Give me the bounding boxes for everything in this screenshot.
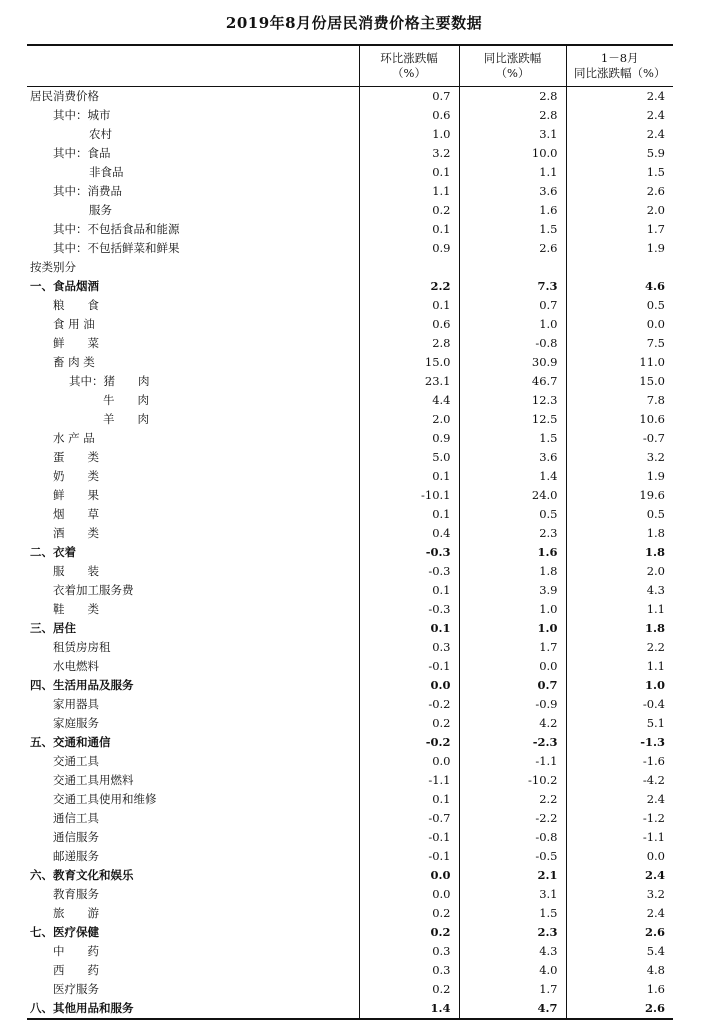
yoy-value: 4.0: [459, 961, 566, 980]
yoy-value: 1.1: [459, 163, 566, 182]
table-row: [27, 296, 673, 315]
row-label: 水电燃料: [53, 658, 99, 673]
yoy-value: -0.8: [459, 828, 566, 847]
ytd-value: 2.6: [566, 999, 673, 1019]
ytd-value: 3.2: [566, 448, 673, 467]
yoy-value: 1.7: [459, 980, 566, 999]
yoy-value: 2.3: [459, 923, 566, 942]
ytd-value: 2.4: [566, 866, 673, 885]
mom-value: 5.0: [359, 448, 459, 467]
yoy-value: 3.1: [459, 885, 566, 904]
ytd-value: 1.6: [566, 980, 673, 999]
table-row: [27, 942, 673, 961]
ytd-value: 2.0: [566, 562, 673, 581]
yoy-value: 4.3: [459, 942, 566, 961]
row-label: 蛋 类: [53, 449, 99, 464]
row-label: 旅 游: [53, 905, 99, 920]
ytd-value: 1.5: [566, 163, 673, 182]
mom-value: 0.0: [359, 885, 459, 904]
table-body: [27, 86, 673, 1019]
row-label: 牛 肉: [103, 392, 149, 407]
table-row: [27, 904, 673, 923]
table-row: [27, 866, 673, 885]
row-label: 服务: [89, 202, 112, 217]
row-label: 粮 食: [53, 297, 99, 312]
yoy-value: 10.0: [459, 144, 566, 163]
mom-value: 0.3: [359, 942, 459, 961]
yoy-value: 12.3: [459, 391, 566, 410]
table-row: [27, 86, 673, 106]
row-label: 三、居住: [30, 620, 76, 635]
table-row: [27, 885, 673, 904]
row-label: 烟 草: [53, 506, 99, 521]
mom-value: 1.1: [359, 182, 459, 201]
row-label: 按类别分: [30, 259, 76, 274]
yoy-value: 0.7: [459, 296, 566, 315]
yoy-value: 1.7: [459, 638, 566, 657]
ytd-value: 4.3: [566, 581, 673, 600]
ytd-value: 0.0: [566, 315, 673, 334]
ytd-value: 2.2: [566, 638, 673, 657]
table-row: [27, 163, 673, 182]
header-ytd-line1: 1－8月: [600, 50, 639, 65]
table-row: [27, 106, 673, 125]
mom-value: 0.2: [359, 923, 459, 942]
mom-value: 2.2: [359, 277, 459, 296]
mom-value: 1.4: [359, 999, 459, 1019]
table-row: [27, 486, 673, 505]
mom-value: 0.2: [359, 714, 459, 733]
ytd-value: 2.6: [566, 923, 673, 942]
mom-value: 0.1: [359, 619, 459, 638]
mom-value: 0.9: [359, 429, 459, 448]
mom-value: -0.1: [359, 657, 459, 676]
mom-value: 0.1: [359, 505, 459, 524]
table-row: [27, 448, 673, 467]
yoy-value: 1.5: [459, 220, 566, 239]
row-label: 西 药: [53, 962, 99, 977]
row-label: 其中：食品: [53, 145, 111, 160]
table-row: [27, 638, 673, 657]
mom-value: -10.1: [359, 486, 459, 505]
mom-value: 0.6: [359, 106, 459, 125]
ytd-value: 2.4: [566, 106, 673, 125]
mom-value: 0.9: [359, 239, 459, 258]
row-label: 教育服务: [53, 886, 99, 901]
row-label: 酒 类: [53, 525, 99, 540]
mom-value: 2.0: [359, 410, 459, 429]
mom-value: 0.2: [359, 201, 459, 220]
yoy-value: 1.4: [459, 467, 566, 486]
yoy-value: [459, 258, 566, 277]
yoy-value: -2.2: [459, 809, 566, 828]
yoy-value: 1.5: [459, 429, 566, 448]
yoy-value: 7.3: [459, 277, 566, 296]
row-label: 其中：消费品: [53, 183, 122, 198]
ytd-value: 1.8: [566, 619, 673, 638]
mom-value: -0.2: [359, 733, 459, 752]
yoy-value: -0.9: [459, 695, 566, 714]
yoy-value: 3.6: [459, 448, 566, 467]
table-row: [27, 277, 673, 296]
row-label: 中 药: [53, 943, 99, 958]
ytd-value: 4.6: [566, 277, 673, 296]
table-row: [27, 505, 673, 524]
mom-value: 0.6: [359, 315, 459, 334]
yoy-value: 1.0: [459, 315, 566, 334]
yoy-value: -0.5: [459, 847, 566, 866]
mom-value: 0.1: [359, 163, 459, 182]
yoy-value: 3.1: [459, 125, 566, 144]
mom-value: 0.4: [359, 524, 459, 543]
yoy-value: 12.5: [459, 410, 566, 429]
ytd-value: 2.4: [566, 790, 673, 809]
row-label: 八、其他用品和服务: [27, 999, 359, 1019]
ytd-value: 15.0: [566, 372, 673, 391]
row-label: 其中：城市: [53, 107, 111, 122]
yoy-value: 2.6: [459, 239, 566, 258]
mom-value: 0.0: [359, 676, 459, 695]
yoy-value: -0.8: [459, 334, 566, 353]
mom-value: -0.1: [359, 847, 459, 866]
mom-value: [359, 258, 459, 277]
yoy-value: 2.1: [459, 866, 566, 885]
ytd-value: 5.4: [566, 942, 673, 961]
table-row: [27, 809, 673, 828]
ytd-value: -1.1: [566, 828, 673, 847]
table-row: [27, 391, 673, 410]
row-label: 其中：猪 肉: [69, 373, 150, 388]
ytd-value: 11.0: [566, 353, 673, 372]
row-label: 家庭服务: [53, 715, 99, 730]
ytd-value: 19.6: [566, 486, 673, 505]
header-mom: [359, 45, 459, 86]
ytd-value: 2.6: [566, 182, 673, 201]
yoy-value: 4.7: [459, 999, 566, 1019]
mom-value: 3.2: [359, 144, 459, 163]
header-yoy-line2: （%）: [495, 65, 530, 80]
yoy-value: 0.0: [459, 657, 566, 676]
row-label: 家用器具: [53, 696, 99, 711]
yoy-value: -10.2: [459, 771, 566, 790]
ytd-value: 3.2: [566, 885, 673, 904]
mom-value: 1.0: [359, 125, 459, 144]
yoy-value: 1.6: [459, 201, 566, 220]
ytd-value: 10.6: [566, 410, 673, 429]
ytd-value: -1.6: [566, 752, 673, 771]
table-row: [27, 714, 673, 733]
mom-value: -0.2: [359, 695, 459, 714]
table-row: [27, 790, 673, 809]
mom-value: 0.7: [359, 86, 459, 106]
table-row: [27, 695, 673, 714]
mom-value: 0.1: [359, 220, 459, 239]
ytd-value: 0.0: [566, 847, 673, 866]
row-label: 鲜 菜: [53, 335, 99, 350]
mom-value: 4.4: [359, 391, 459, 410]
table-row: [27, 600, 673, 619]
table-row: [27, 144, 673, 163]
table-row: [27, 676, 673, 695]
ytd-value: -1.3: [566, 733, 673, 752]
mom-value: -0.3: [359, 562, 459, 581]
ytd-value: 5.9: [566, 144, 673, 163]
row-label: 租赁房房租: [53, 639, 111, 654]
row-label: 交通工具用燃料: [53, 772, 134, 787]
row-label: 交通工具: [53, 753, 99, 768]
row-label: 一、食品烟酒: [30, 278, 99, 293]
mom-value: 2.8: [359, 334, 459, 353]
row-label: 五、交通和通信: [30, 734, 111, 749]
table-row: [27, 543, 673, 562]
yoy-value: -2.3: [459, 733, 566, 752]
yoy-value: 4.2: [459, 714, 566, 733]
row-label: 食 用 油: [53, 316, 95, 331]
ytd-value: 1.8: [566, 524, 673, 543]
table-row: [27, 334, 673, 353]
row-label: 邮递服务: [53, 848, 99, 863]
yoy-value: 0.7: [459, 676, 566, 695]
row-label: 衣着加工服务费: [53, 582, 134, 597]
header-ytd: [566, 45, 673, 86]
header-mom-line1: 环比涨跌幅: [380, 50, 438, 65]
yoy-value: 2.8: [459, 106, 566, 125]
yoy-value: 2.8: [459, 86, 566, 106]
ytd-value: 5.1: [566, 714, 673, 733]
mom-value: -0.7: [359, 809, 459, 828]
table-row: [27, 258, 673, 277]
ytd-value: 2.4: [566, 86, 673, 106]
table-row: [27, 980, 673, 999]
row-label: 居民消费价格: [30, 88, 99, 103]
yoy-value: -1.1: [459, 752, 566, 771]
table-row: [27, 353, 673, 372]
row-label: 六、教育文化和娱乐: [30, 867, 134, 882]
table-row: [27, 961, 673, 980]
table-row: [27, 733, 673, 752]
table-row: [27, 410, 673, 429]
mom-value: 0.1: [359, 790, 459, 809]
mom-value: -0.3: [359, 543, 459, 562]
table-row: [27, 220, 673, 239]
row-label: 水 产 品: [53, 430, 95, 445]
header-mom-line2: （%）: [392, 65, 426, 80]
row-label: 鞋 类: [53, 601, 99, 616]
mom-value: 0.2: [359, 980, 459, 999]
table-row: [27, 372, 673, 391]
table-row: [27, 315, 673, 334]
ytd-value: [566, 258, 673, 277]
table-row: [27, 182, 673, 201]
ytd-value: 1.9: [566, 239, 673, 258]
page-title: 2019年8月份居民消费价格主要数据: [225, 14, 483, 32]
ytd-value: 4.8: [566, 961, 673, 980]
mom-value: -0.1: [359, 828, 459, 847]
mom-value: 0.0: [359, 752, 459, 771]
row-label: 其中：不包括食品和能源: [53, 221, 180, 236]
row-label: 服 装: [53, 563, 99, 578]
table-row: [27, 524, 673, 543]
header-yoy-line1: 同比涨跌幅: [483, 50, 542, 65]
row-label: 二、衣着: [30, 544, 76, 559]
row-label: 其中：不包括鲜菜和鲜果: [53, 240, 180, 255]
table-row: [27, 923, 673, 942]
row-label: 畜 肉 类: [53, 354, 95, 369]
mom-value: 0.3: [359, 961, 459, 980]
yoy-value: 3.9: [459, 581, 566, 600]
table-row: [27, 562, 673, 581]
yoy-value: 3.6: [459, 182, 566, 201]
yoy-value: 1.0: [459, 600, 566, 619]
table-row: [27, 828, 673, 847]
ytd-value: -0.4: [566, 695, 673, 714]
mom-value: 0.1: [359, 581, 459, 600]
row-label: 通信服务: [53, 829, 99, 844]
cpi-table: [27, 44, 673, 1020]
mom-value: 0.0: [359, 866, 459, 885]
ytd-value: 0.5: [566, 505, 673, 524]
yoy-value: 2.2: [459, 790, 566, 809]
ytd-value: 7.8: [566, 391, 673, 410]
yoy-value: 2.3: [459, 524, 566, 543]
yoy-value: 1.0: [459, 619, 566, 638]
yoy-value: 1.5: [459, 904, 566, 923]
yoy-value: 46.7: [459, 372, 566, 391]
row-label: 四、生活用品及服务: [30, 677, 134, 692]
row-label: 羊 肉: [103, 411, 149, 426]
ytd-value: 2.0: [566, 201, 673, 220]
table-row: [27, 239, 673, 258]
ytd-value: 0.5: [566, 296, 673, 315]
row-label: 通信工具: [53, 810, 99, 825]
table-row: [27, 125, 673, 144]
ytd-value: 1.8: [566, 543, 673, 562]
mom-value: 23.1: [359, 372, 459, 391]
yoy-value: 30.9: [459, 353, 566, 372]
ytd-value: 7.5: [566, 334, 673, 353]
header-ytd-line2: 同比涨跌幅（%）: [574, 65, 666, 80]
table-header: [27, 45, 673, 86]
yoy-value: 0.5: [459, 505, 566, 524]
table-row: [27, 847, 673, 866]
ytd-value: -0.7: [566, 429, 673, 448]
table-row: [27, 752, 673, 771]
mom-value: 0.3: [359, 638, 459, 657]
table-row: [27, 581, 673, 600]
mom-value: 15.0: [359, 353, 459, 372]
table-row: [27, 201, 673, 220]
ytd-value: 1.0: [566, 676, 673, 695]
table-row: [27, 619, 673, 638]
table-row: [27, 657, 673, 676]
ytd-value: -4.2: [566, 771, 673, 790]
row-label: 医疗服务: [53, 981, 99, 996]
row-label: 交通工具使用和维修: [53, 791, 157, 806]
table-row: [27, 467, 673, 486]
row-label: 非食品: [89, 164, 124, 179]
yoy-value: 1.8: [459, 562, 566, 581]
row-label: 七、医疗保健: [30, 924, 99, 939]
yoy-value: 24.0: [459, 486, 566, 505]
table-row: [27, 429, 673, 448]
row-label: 奶 类: [53, 468, 99, 483]
ytd-value: 1.1: [566, 600, 673, 619]
row-label: 农村: [89, 126, 112, 141]
mom-value: 0.1: [359, 296, 459, 315]
ytd-value: 1.7: [566, 220, 673, 239]
mom-value: 0.2: [359, 904, 459, 923]
table-row: [27, 771, 673, 790]
ytd-value: 1.9: [566, 467, 673, 486]
ytd-value: 2.4: [566, 904, 673, 923]
ytd-value: 1.1: [566, 657, 673, 676]
row-label: 鲜 果: [53, 487, 99, 502]
header-label-cell: [27, 45, 359, 86]
table-row: [27, 999, 673, 1019]
yoy-value: 1.6: [459, 543, 566, 562]
ytd-value: 2.4: [566, 125, 673, 144]
mom-value: -0.3: [359, 600, 459, 619]
mom-value: 0.1: [359, 467, 459, 486]
mom-value: -1.1: [359, 771, 459, 790]
header-yoy: [459, 45, 566, 86]
ytd-value: -1.2: [566, 809, 673, 828]
